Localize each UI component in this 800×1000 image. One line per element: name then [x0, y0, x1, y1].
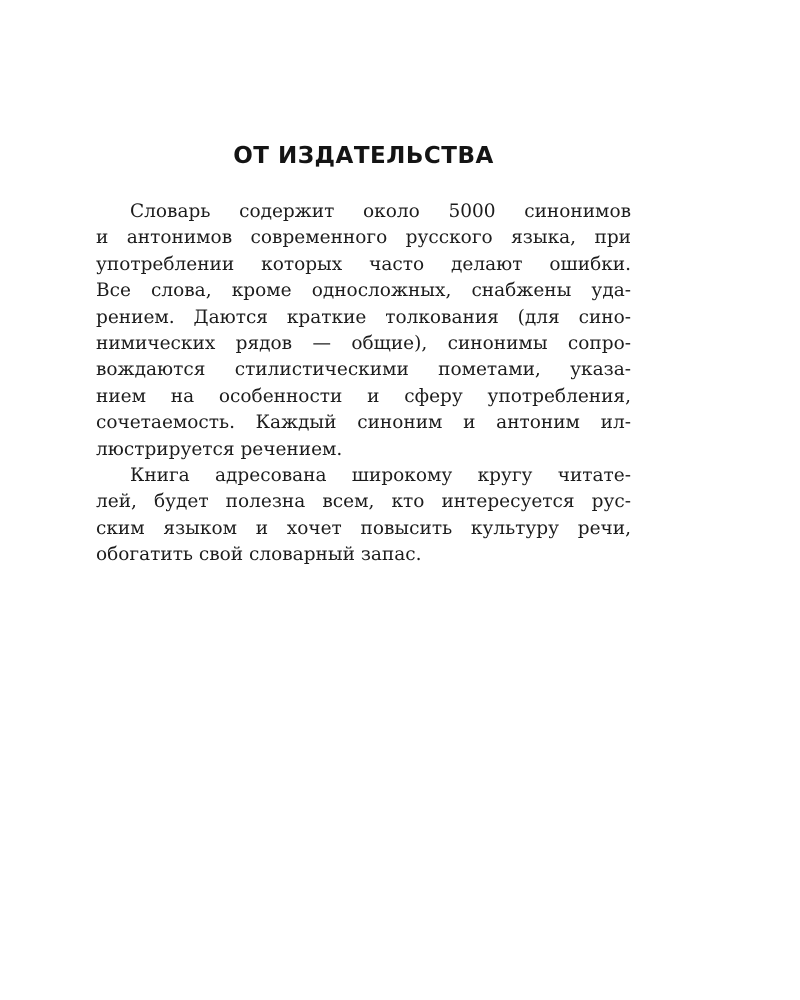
text-line: нимических рядов — общие), синонимы сопро-: [96, 332, 631, 354]
text-line: Книга адресована широкому кругу читате-: [130, 464, 631, 486]
paragraph: [96, 463, 631, 569]
text-line: нием на особенности и сферу употребления,: [96, 385, 631, 407]
text-line: лей, будет полезна всем, кто интересуется рус-: [96, 491, 631, 513]
text-line: ским языком и хочет повысить культуру речи,: [96, 517, 631, 539]
text-line: Словарь содержит около 5000 синонимов: [130, 201, 631, 222]
page-title: ОТ ИЗДАТЕЛЬСТВА: [233, 143, 494, 169]
text-line: обогатить свой словарный запас.: [96, 544, 422, 566]
text-line: и антонимов современного русского языка, при: [96, 227, 631, 249]
body-text: [96, 199, 631, 568]
text-line: вождаются стилистическими пометами, указа-: [96, 359, 631, 381]
text-line: люстрируется речением.: [96, 438, 343, 460]
text-line: Все слова, кроме односложных, снабжены уда-: [96, 280, 631, 302]
text-line: употреблении которых часто делают ошибки.: [96, 253, 631, 275]
paragraph: [96, 199, 631, 463]
text-line: рением. Даются краткие толкования (для сино-: [96, 306, 631, 328]
text-line: сочетаемость. Каждый синоним и антоним ил-: [96, 412, 631, 434]
